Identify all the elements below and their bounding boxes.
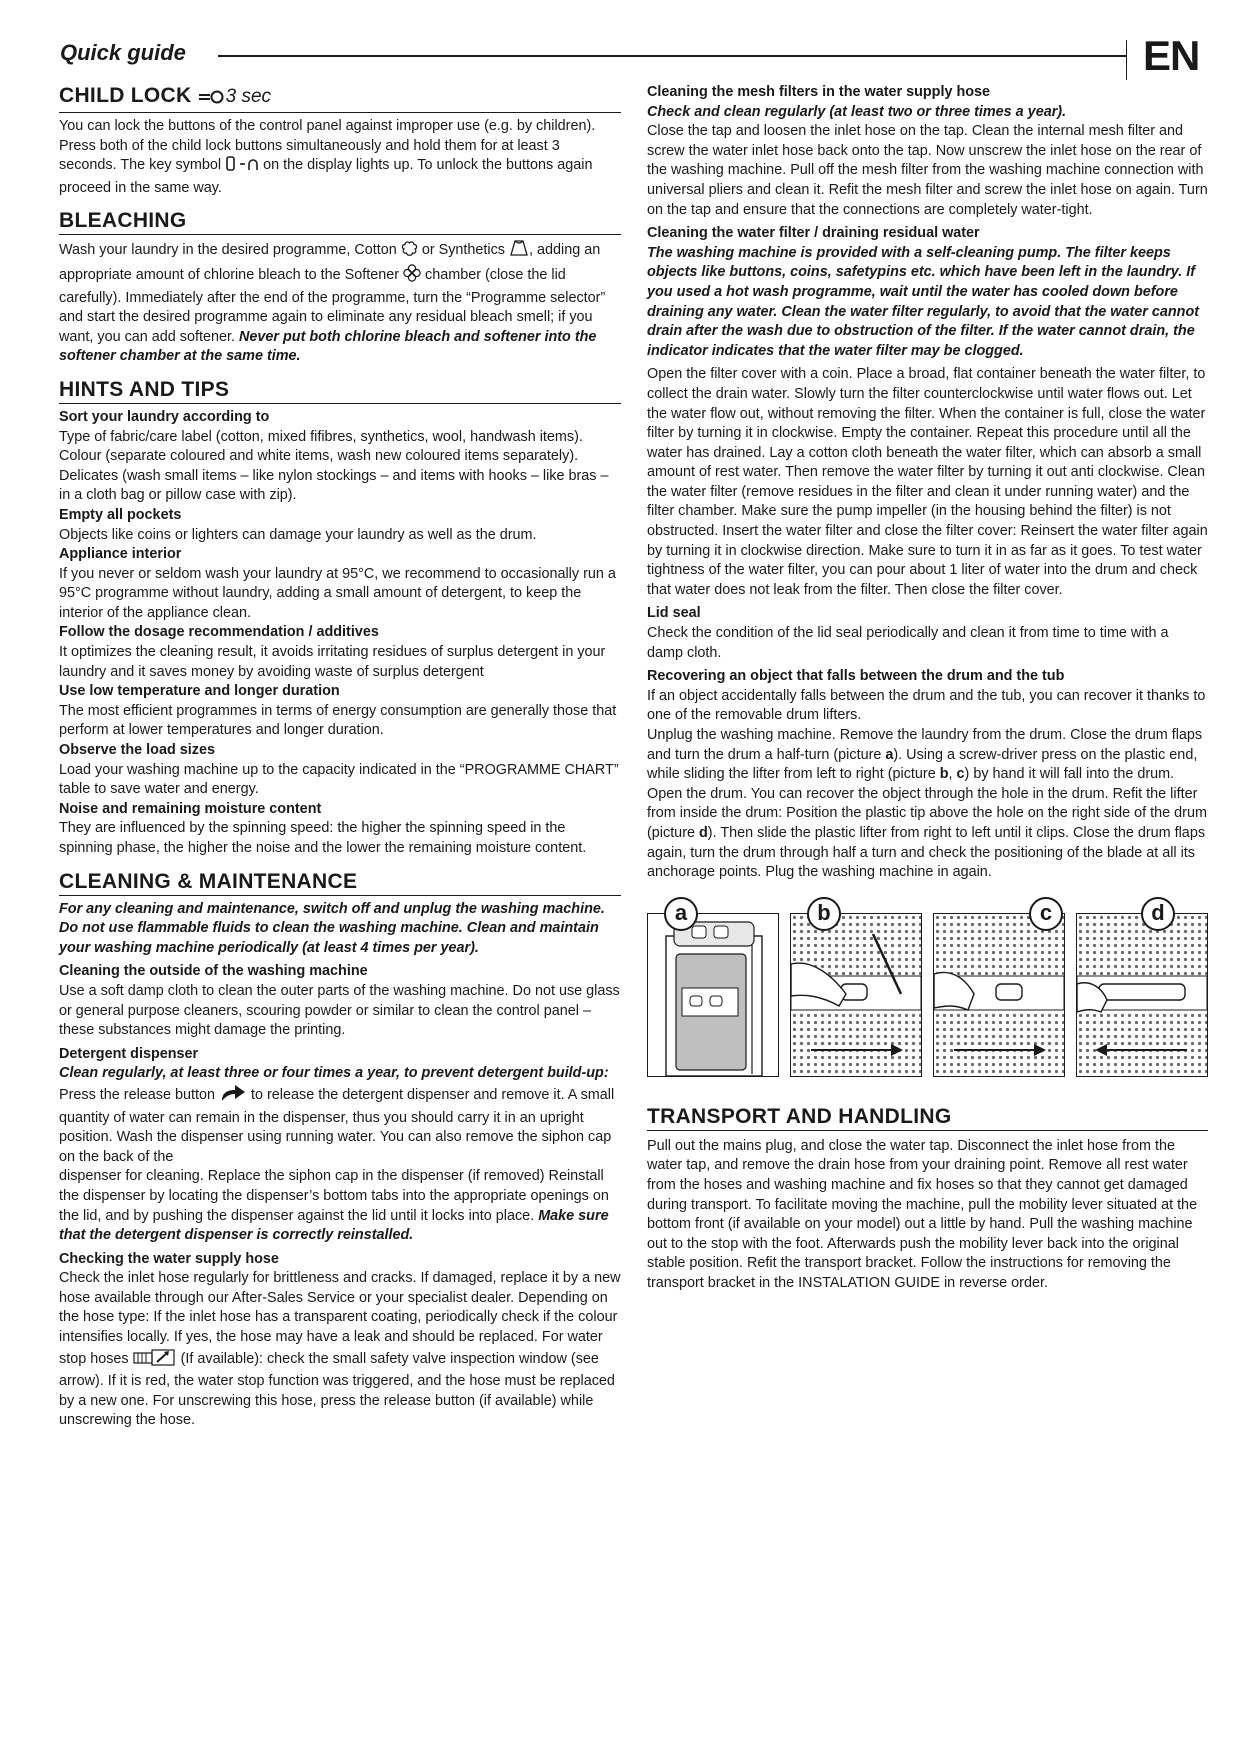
figure-label-d: d: [1141, 897, 1175, 931]
release-arrow-icon: [219, 1084, 247, 1109]
dispenser-title: Detergent dispenser: [59, 1045, 199, 1062]
supply-text: Check the inlet hose regularly for brittleness and cracks. If damaged, replace it by a new hose available through our After-Sales Service or your specialist dealer. Depending on the hose type: If the inlet hose has a transparent coating, periodically check if the colour intensifies locally. If yes, the hose may have a leak and should be replaced. For water stop hoses (If available): check the small safety valve inspection window (see arrow). If it is red, the water stop function was triggered, and the hose must be replaced by a new one. For unscrewing this hose, press the release button (if available) while unscrewing the hose.: [59, 1270, 621, 1429]
bleaching-heading: BLEACHING: [59, 209, 621, 235]
hint-item: Follow the dosage recommendation / additives It optimizes the cleaning result, it avoids irritating residues of surplus detergent in your laundry and it saves money by avoiding waste of surplus detergent: [59, 624, 606, 680]
drum-lifter-figure: [647, 897, 1208, 1093]
hint-item: Empty all pockets Objects like coins or lighters can damage your laundry as well as the drum.: [59, 506, 537, 543]
figure-panel-b: [790, 913, 922, 1077]
transport-text: Pull out the mains plug, and close the water tap. Disconnect the inlet hose from the water tap, and remove the drain hose from your draining point. Remove all rest water from the hoses and washing machine and fix hoses so that they cannot get damaged during transport. To facilitate moving the machine, pull the mobility lever situated at the bottom front (if available on your model) out a little by hand. Pull the washing machine out to the stop with the foot. Afterwards push the mobility lever back into the original stable position. Refit the transport bracket. Follow the instructions for removing the transport bracket in the INSTALATION GUIDE in reverse order.: [647, 1137, 1198, 1291]
cleaning-intro: For any cleaning and maintenance, switch off and unplug the washing machine. Do not use flammable fluids to clean the washing machine. Clean and maintain your washing machine periodically (at least 4 times per year).: [59, 900, 605, 956]
child-lock-heading: CHILD LOCK 3 sec: [59, 84, 621, 113]
synthetics-icon: [509, 239, 529, 264]
figure-panel-d: [1076, 913, 1208, 1077]
outside-text: Use a soft damp cloth to clean the outer parts of the washing machine. Do not use glass or general purpose cleaners, scouring powder or similar to clean the control panel – these substances might damage the printing.: [59, 982, 620, 1039]
dispenser-text-2: dispenser for cleaning. Replace the siphon cap in the dispenser (if removed) Reinstall the dispenser by locating the dispenser’s bottom tabs into the appropriate openings on the lid, and by pushing the dispenser against the lid until it locks into place. Make sure that the detergent dispenser is correctly reinstalled.: [59, 1168, 609, 1244]
filter-title: Cleaning the water filter / draining residual water: [647, 225, 980, 242]
hint-item: Sort your laundry according to Type of fabric/care label (cotton, mixed fifibres, synthetics, wool, handwash items). Colour (separate coloured and white items, wash new coloured items separately). Delicates (wash small items – like nylon stockings – and items with hooks – like bras – in a cloth bag or pillow case with zip).: [59, 408, 609, 504]
figure-label-a: a: [664, 897, 698, 931]
recover-text-2: Unplug the washing machine. Remove the laundry from the drum. Close the drum flaps and turn the drum a half-turn (picture a). Using a screw-driver press on the plastic end, while sliding the lifter from left to right (picture b, c) by hand it will fall into the drum. Open the drum. You can recover the object through the hole in the drum. Refit the lifter from inside the drum: Position the plastic tip above the hole on the right side of the drum (picture d). Then slide the plastic lifter from right to left until it clips. Close the drum flaps again, turn the drum through half a turn and check the positioning of the blade at all its anchorage points. Plug the washing machine in again.: [647, 727, 1207, 881]
mesh-text: Close the tap and loosen the inlet hose on the tap. Clean the internal mesh filter and screw the water inlet hose back onto the tap. Now unscrew the inlet hose on the rear of the washing machine. Pull off the mesh filter from the washing machine connection with universal pliers and clean it. Refit the mesh filter and screw the inlet hose on again. Turn on the tap and ensure that the connections are completely water-tight.: [647, 123, 1208, 218]
cleaning-heading: CLEANING & MAINTENANCE: [59, 870, 621, 896]
recover-title: Recovering an object that falls between the drum and the tub: [647, 668, 1065, 685]
lid-title: Lid seal: [647, 605, 701, 622]
outside-title: Cleaning the outside of the washing machine: [59, 963, 368, 980]
hint-item: Appliance interior If you never or seldom wash your laundry at 95°C, we recommend to occasionally run a 95°C programme without laundry, adding a small amount of detergent, to keep the interior of the appliance clean.: [59, 546, 616, 621]
child-lock-duration: 3 sec: [225, 86, 272, 107]
figure-label-c: c: [1029, 897, 1063, 931]
water-stop-hose-icon: [133, 1348, 177, 1373]
mesh-title: Cleaning the mesh filters in the water supply hose: [647, 84, 991, 100]
child-lock-text: You can lock the buttons of the control panel against improper use (e.g. by children). Press both of the child lock buttons simultaneously and hold them for at least 3 seconds. The key symbol on the display lights up. To unlock the buttons again proceed in the same way.: [59, 118, 596, 196]
recover-text-1: If an object accidentally falls between the drum and the tub, you can recover it thanks to one of the removable drum lifters.: [647, 687, 1206, 724]
bleaching-text: Wash your laundry in the desired programme, Cotton or Synthetics , adding an appropriate amount of chlorine bleach to the Softener chamber (close the lid carefully). Immediately after the end of the programme, turn the “Programme selector” and start the desired programme again to eliminate any residual bleach smell; if you want, you can add softener. Never put both chlorine bleach and softener into the softener chamber at the same time.: [59, 239, 621, 367]
figure-panel-c: [933, 913, 1065, 1077]
key-symbol-icon: [225, 156, 259, 179]
header-rule: [218, 55, 1126, 57]
hints-heading: HINTS AND TIPS: [59, 378, 621, 404]
lid-text: Check the condition of the lid seal periodically and clean it from time to time with a damp cloth.: [647, 625, 1169, 661]
key-lock-icon: [198, 87, 226, 111]
hint-item: Use low temperature and longer duration The most efficient programmes in terms of energy consumption are generally those that perform at lower temperatures and longer duration.: [59, 683, 617, 739]
language-code: EN: [1143, 32, 1200, 79]
transport-heading: TRANSPORT AND HANDLING: [647, 1105, 1208, 1131]
mesh-italic: Check and clean regularly (at least two or three times a year).: [647, 103, 1067, 120]
dispenser-italic: Clean regularly, at least three or four times a year, to prevent detergent build-up:: [59, 1065, 609, 1082]
hint-item: Noise and remaining moisture content They are influenced by the spinning speed: the higher the spinning speed in the spinning phase, the higher the noise and the lower the remaining moisture content.: [59, 800, 587, 856]
supply-title: Checking the water supply hose: [59, 1250, 279, 1267]
figure-panel-a: [647, 913, 779, 1077]
cotton-icon: [401, 241, 418, 264]
page-title: Quick guide: [60, 40, 186, 65]
softener-flower-icon: [403, 264, 421, 289]
filter-text: Open the filter cover with a coin. Place a broad, flat container beneath the water filter, to collect the drain water. Slowly turn the filter counterclockwise until water flows out. Let the water flow out, without removing the filter. When the container is full, close the water filter by turning it in clockwise. Empty the container. Repeat this procedure until all the water has drained. Lay a cotton cloth beneath the water filter, which can absorb a small amount of rest water. Then remove the water filter by turning it out anti clockwise. Clean the water filter (remove residues in the filter and clean it under running water) and the filter chamber. Make sure the pump impeller (in the housing behind the filter) is not obstructed. Insert the water filter and close the filter cover: Reinsert the water filter again by turning it in clockwise direction. Make sure to turn it in as far as it goes. To test water tightness of the water filter, you can pour about 1 liter of water into the drum and check that water does not leak from the filter. Then close the filter cover.: [647, 366, 1208, 598]
filter-italic: The washing machine is provided with a self-cleaning pump. The filter keeps objects like buttons, coins, safetypins etc. which have been left in the laundry. If you used a hot wash programme, wait until the water has cooled down before draining any water. Clean the water filter regularly, to avoid that the water cannot drain after the wash due to obstruction of the filter. If the water cannot drain, the indicator indicates that the water filter may be clogged.: [647, 244, 1200, 359]
right-column: [647, 83, 1208, 1294]
left-column: [59, 84, 621, 1431]
dispenser-text: Press the release button to release the detergent dispenser and remove it. A small quantity of water can remain in the dispenser, thus you should carry it in an upright position. Wash the dispenser using running water. You can also remove the siphon cap on the back of the: [59, 1084, 621, 1167]
header-divider: [1126, 40, 1127, 80]
figure-label-b: b: [807, 897, 841, 931]
hint-item: Observe the load sizes Load your washing machine up to the capacity indicated in the “PROGRAMME CHART” table to save water and energy.: [59, 742, 619, 798]
